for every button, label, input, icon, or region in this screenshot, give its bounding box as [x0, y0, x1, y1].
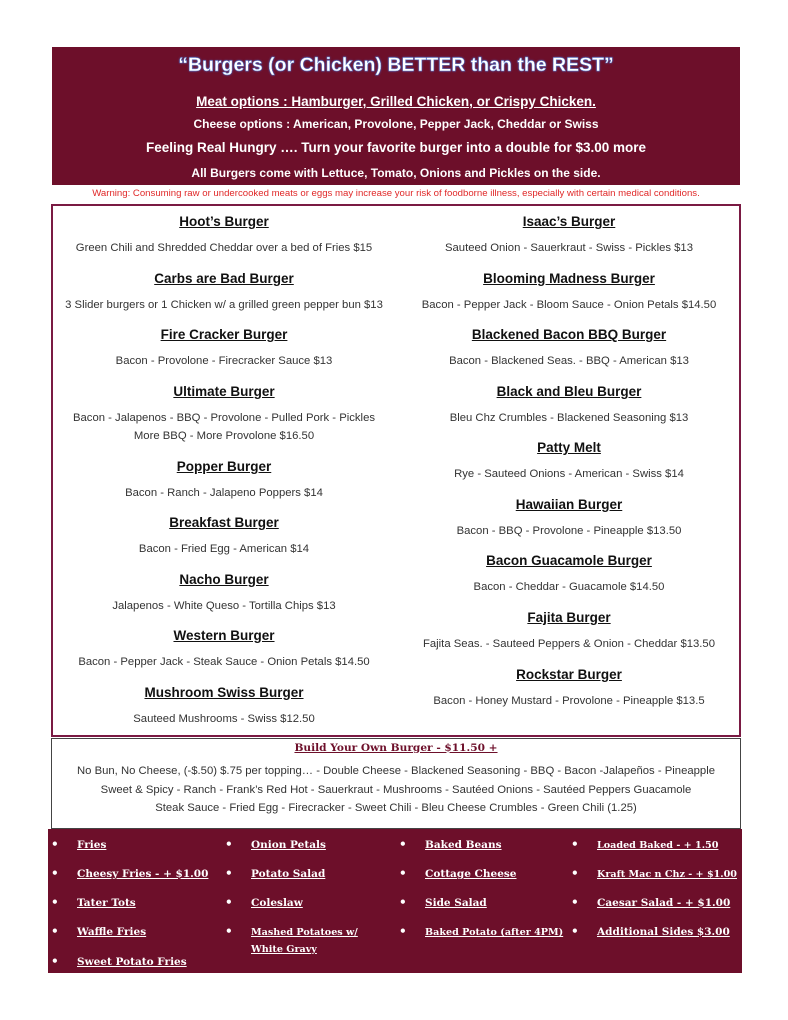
item-name: Hoot’s Burger	[179, 214, 269, 229]
topping-line: Steak Sauce - Fried Egg - Firecracker - Sweet Chili - Bleu Cheese Crumbles - Green Chili (1.25)	[155, 802, 637, 814]
item-name: Fajita Burger	[527, 610, 611, 625]
item-description: Bacon - Pepper Jack - Steak Sauce - Onion Petals $14.50	[78, 656, 370, 668]
item-name: Mushroom Swiss Burger	[144, 685, 304, 700]
side-item	[399, 895, 487, 912]
bullet-icon: •	[225, 837, 233, 851]
item-description: Bacon - Fried Egg - American $14	[138, 543, 310, 555]
cheese-options: Cheese options : American, Provolone, Pepper Jack, Cheddar or Swiss	[193, 117, 599, 131]
item-name: Fire Cracker Burger	[160, 327, 288, 342]
side-label: Waffle Fries	[77, 926, 147, 938]
side-label: Baked Beans	[425, 839, 502, 851]
menu-item	[53, 515, 395, 558]
side-item	[399, 924, 563, 941]
item-name: Popper Burger	[176, 459, 272, 474]
side-label: Tater Tots	[77, 897, 136, 909]
item-description: Bacon - Honey Mustard - Provolone - Pineapple $13.5	[433, 695, 705, 707]
item-description: Bacon - Provolone - Firecracker Sauce $13	[115, 355, 333, 367]
side-label: Potato Salad	[251, 868, 326, 880]
side-item	[225, 837, 326, 854]
side-item	[225, 924, 371, 958]
menu-item	[53, 459, 395, 502]
menu-item	[397, 610, 741, 653]
menu-item	[53, 384, 395, 445]
sides-section	[48, 829, 742, 973]
bullet-icon: •	[51, 895, 59, 909]
side-item	[51, 954, 187, 971]
bullet-icon: •	[399, 895, 407, 909]
menu-title: “Burgers (or Chicken) BETTER than the REST”	[178, 54, 614, 76]
bullet-icon: •	[399, 837, 407, 851]
menu-item	[397, 440, 741, 483]
item-description: Bacon - Pepper Jack - Bloom Sauce - Onion Petals $14.50	[421, 299, 717, 311]
menu-item	[53, 214, 395, 257]
menu-item	[53, 572, 395, 615]
item-name: Carbs are Bad Burger	[154, 271, 294, 286]
side-label: Fries	[77, 839, 107, 851]
side-item	[225, 895, 303, 912]
side-label: Kraft Mac n Chz - + $1.00	[597, 869, 737, 880]
side-label: Baked Potato (after 4PM)	[425, 927, 564, 938]
item-name: Breakfast Burger	[169, 515, 279, 530]
menu-item	[397, 384, 741, 427]
side-item	[51, 866, 208, 883]
meat-options: Meat options : Hamburger, Grilled Chicken, or Crispy Chicken.	[196, 94, 596, 109]
item-name: Ultimate Burger	[173, 384, 275, 399]
item-name: Patty Melt	[537, 440, 601, 455]
side-item	[51, 837, 106, 854]
item-description: Jalapenos - White Queso - Tortilla Chips $13	[112, 600, 336, 612]
food-warning: Warning: Consuming raw or undercooked meats or eggs may increase your risk of foodborne illness, especially with certain medical conditions.	[92, 188, 700, 199]
item-name: Hawaiian Burger	[515, 497, 623, 512]
side-item	[51, 895, 136, 912]
menu-item	[397, 271, 741, 314]
bullet-icon: •	[225, 924, 233, 938]
menu-item	[53, 628, 395, 671]
menu-item	[53, 327, 395, 370]
side-label: Caesar Salad - + $1.00	[597, 897, 731, 909]
bullet-icon: •	[51, 866, 59, 880]
side-label: Coleslaw	[251, 897, 303, 909]
side-label: Sweet Potato Fries	[77, 956, 187, 968]
side-item	[571, 837, 718, 854]
topping-line: No Bun, No Cheese, (-$.50) $.75 per topping… - Double Cheese - Blackened Seasoning - BBQ - Bacon -Jalapeños - Pineapple	[76, 765, 715, 777]
item-name: Western Burger	[173, 628, 275, 643]
menu-item	[397, 497, 741, 540]
side-label: Cottage Cheese	[425, 868, 517, 880]
item-name: Black and Bleu Burger	[496, 384, 642, 399]
menu-item	[397, 553, 741, 596]
bullet-icon: •	[225, 866, 233, 880]
double-offer: Feeling Real Hungry …. Turn your favorite burger into a double for $3.00 more	[145, 140, 647, 155]
side-item	[399, 837, 502, 854]
bullet-icon: •	[571, 837, 579, 851]
item-name: Isaac’s Burger	[522, 214, 616, 229]
menu-item	[53, 685, 395, 728]
item-description: Green Chili and Shredded Cheddar over a bed of Fries $15	[75, 242, 373, 254]
topping-line: Sweet & Spicy - Ranch - Frank’s Red Hot - Sauerkraut - Mushrooms - Sautéed Onions - Sautéed Peppers Guacamole	[100, 783, 692, 796]
item-name: Rockstar Burger	[516, 667, 622, 682]
bullet-icon: •	[571, 895, 579, 909]
item-description-cont: More BBQ - More Provolone $16.50	[133, 430, 315, 442]
build-your-own-title: Build Your Own Burger - $11.50 +	[294, 742, 498, 754]
burger-menu	[51, 204, 741, 737]
bullet-icon: •	[399, 924, 407, 938]
bullet-icon: •	[571, 866, 579, 880]
menu-item	[397, 214, 741, 257]
item-description: Bacon - Ranch - Jalapeno Poppers $14	[125, 487, 323, 499]
side-label: Loaded Baked - + 1.50	[597, 840, 719, 851]
bullet-icon: •	[51, 954, 59, 968]
side-label: Cheesy Fries - + $1.00	[77, 868, 209, 880]
menu-header	[52, 47, 740, 185]
side-item	[571, 866, 737, 883]
item-description: Bacon - BBQ - Provolone - Pineapple $13.50	[456, 525, 682, 537]
menu-item	[53, 271, 395, 314]
build-your-own-section	[51, 738, 741, 829]
item-description: Sauteed Mushrooms - Swiss $12.50	[133, 713, 315, 725]
item-description: Fajita Seas. - Sauteed Peppers & Onion - Cheddar $13.50	[422, 638, 715, 650]
item-description: Bacon - Jalapenos - BBQ - Provolone - Pulled Pork - Pickles	[72, 412, 375, 424]
item-name: Nacho Burger	[179, 572, 269, 587]
bullet-icon: •	[571, 924, 579, 938]
bullet-icon: •	[51, 924, 59, 938]
bullet-icon: •	[51, 837, 59, 851]
side-item	[571, 895, 730, 912]
side-item	[571, 924, 730, 941]
bullet-icon: •	[225, 895, 233, 909]
menu-item	[397, 667, 741, 710]
menu-item	[397, 327, 741, 370]
item-name: Bacon Guacamole Burger	[486, 553, 652, 568]
side-label: Onion Petals	[251, 839, 326, 851]
item-name: Blooming Madness Burger	[483, 271, 655, 286]
item-description: 3 Slider burgers or 1 Chicken w/ a grilled green pepper bun $13	[65, 299, 383, 311]
item-description: Rye - Sauteed Onions - American - Swiss $14	[454, 468, 684, 480]
bullet-icon: •	[399, 866, 407, 880]
side-label: Additional Sides $3.00	[597, 926, 730, 938]
item-name: Blackened Bacon BBQ Burger	[471, 327, 667, 342]
side-label: Side Salad	[425, 897, 487, 909]
side-item	[225, 866, 325, 883]
item-description: Bacon - Cheddar - Guacamole $14.50	[473, 581, 665, 593]
item-description: Bleu Chz Crumbles - Blackened Seasoning $13	[449, 412, 689, 424]
side-label: Mashed Potatoes w/ White Gravy	[251, 927, 358, 955]
item-description: Bacon - Blackened Seas. - BBQ - American $13	[449, 355, 689, 367]
toppings-note: All Burgers come with Lettuce, Tomato, Onions and Pickles on the side.	[191, 166, 601, 180]
side-item	[399, 866, 517, 883]
side-item	[51, 924, 146, 941]
item-description: Sauteed Onion - Sauerkraut - Swiss - Pickles $13	[444, 242, 694, 254]
